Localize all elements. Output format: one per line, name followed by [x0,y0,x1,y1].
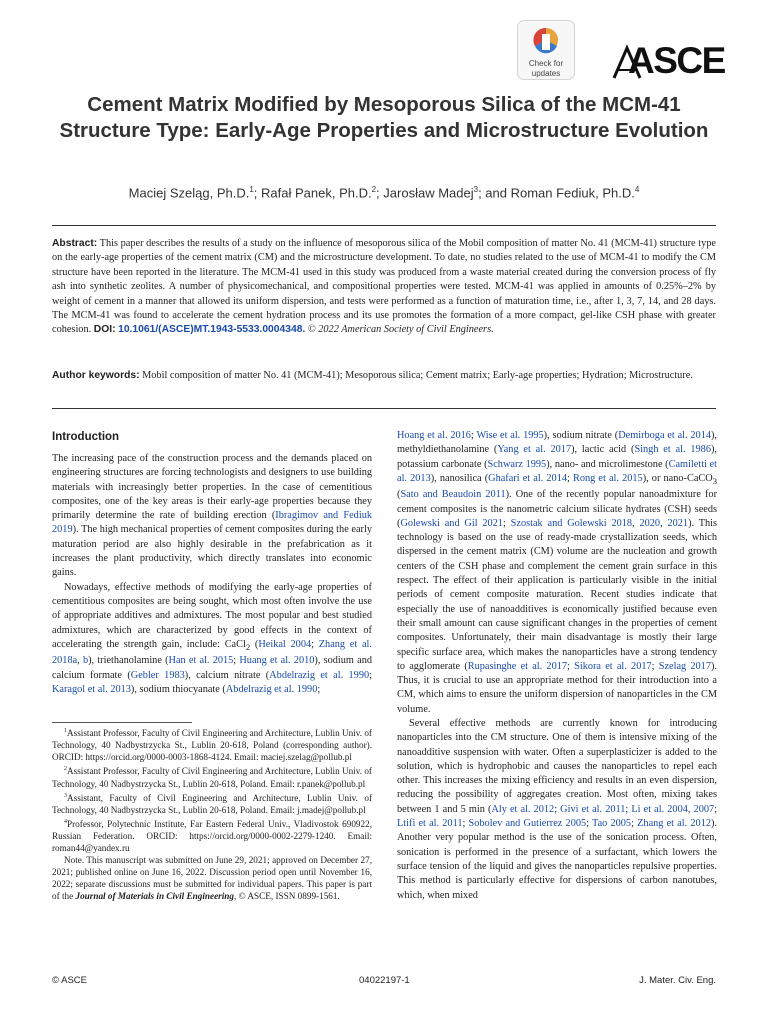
footer-journal: J. Mater. Civ. Eng. [639,975,716,986]
footnote: $^1$Assistant Professor, Faculty of Civil Engineering and Architecture, Lublin Univ. of Technology, 40 Nadbystrzycka St., Lublin 20-618, Poland (corresponding author). ORCID: https://orcid.org/0000-0003-1868-4124. Email: maciej.szelag@pollub.pl [52,728,372,763]
keywords-text: Mobil composition of matter No. 41 (MCM-41); Mesoporous silica; Cement matrix; Early-age properties; Hydration; Microstructure. [142,370,693,381]
citation-link[interactable]: Szostak and Golewski 2018 [510,517,633,529]
citation-link[interactable]: 2020 [639,517,661,529]
section-heading: Introduction [52,431,120,443]
citation-link[interactable]: Heikal 2004 [258,638,312,650]
asce-logo[interactable] [612,40,738,82]
citation-link[interactable]: Han et al. 2015 [168,655,234,667]
article-title: Cement Matrix Modified by Mesoporous Silica of the MCM-41 Structure Type: Early-Age Properties and Microstructure Evolution [59,93,709,142]
citation-link[interactable]: Abdelrazig et al. 1990 [225,683,318,695]
citation-link[interactable]: Schwarz 1995 [487,458,547,470]
journal-name: Journal of Materials in Civil Engineering [75,891,235,902]
citation-link[interactable]: Abdelrazig et al. 1990 [269,669,370,681]
citation-link[interactable]: Camiletti et al. 2013 [397,458,717,484]
left-column [52,430,372,697]
author-affiliation-mark: 3 [473,185,479,194]
citation-link[interactable]: Rupasinghe et al. 2017 [467,660,568,672]
citation-link[interactable]: Tao 2005 [592,818,632,830]
author-affiliation-mark: 2 [371,185,377,194]
author-name: Maciej Szeląg, Ph.D. [128,185,250,201]
author-affiliation-mark: 1 [249,185,254,194]
doi-label: DOI: [93,324,116,336]
citation-link[interactable]: Zhang et al. 2012 [637,818,711,830]
divider-top [52,225,716,226]
paragraph: Nowadays, effective methods of modifying the early-age properties of cementitious composites are being sought, which most often involve the use of appropriate additives and admixtures. The most popular and best studied admixtures, which are characterized by good effects in the context of accelerating the strength gain, include: CaCl$_2$ (Heikal 2004; Zhang et al. 2018a, b), triethanolamine (Han et al. 2015; Huang et al. 2010), sodium and calcium formate (Gebler 1983), calcium nitrate (Abdelrazig et al. 1990; Karagol et al. 2013), sodium thiocyanate (Abdelrazig et al. 1990; [52,581,373,695]
citation-link[interactable]: 2021 [667,517,689,529]
footer-copyright: © ASCE [52,975,87,986]
citation-link[interactable]: Hoang et al. 2016 [397,430,471,441]
doi-link[interactable]: 10.1061/(ASCE)MT.1943-5533.0004348. [118,324,306,336]
citation-link[interactable]: Golewski and Gil 2021 [400,517,503,529]
citation-link[interactable]: Aly et al. 2012 [491,803,555,815]
footnotes [52,725,372,903]
citation-link[interactable]: Givi et al. 2011 [560,803,626,815]
citation-link[interactable]: Ibragimov and Fediuk 2019 [52,510,372,536]
author-affiliation-mark: 4 [634,185,640,194]
footnote: $^3$Assistant, Faculty of Civil Engineering and Architecture, Lublin Univ. of Technology, 40 Nadbystrzycka St., Lublin 20-618, Poland. Email: j.madej@pollub.pl [52,792,372,815]
abstract [52,237,716,338]
footnote: $^2$Assistant Professor, Faculty of Civil Engineering and Architecture, Lublin Univ. of Technology, 40 Nadbystrzycka St., Lublin 20-618, Poland. Email: r.panek@pollub.pl [52,766,372,789]
author-list: Maciej Szeląg, Ph.D.$^1$; Rafał Panek, Ph.D.$^2$; Jarosław Madej$^3$; and Roman Fediuk, Ph.D.$^4$ [128,185,640,201]
abstract-text: This paper describes the results of a study on the influence of mesoporous silica of the Mobil composition of matter No. 41 (MCM-41) structure type on the early-age properties of the cement matrix (CM) and the microstructure development. To date, no studies related to the use of MCM-41 to modify the CM structure have been reported in the literature. The MCM-41 used in this study was produced from a waste material created during the conversion process of fly ash into synthetic zeolites. A number of physicomechanical, and compositional properties were tested. MCM-41 was applied in amounts of 0.25%–2% by weight of cement in a manner that allowed its uniform dispersion, and tests were performed as a function of maturation time, i.e., after 1, 3, 7, 14, and 28 days. The MCM-41 was found to accelerate the cement hydration process and its use promotes the formation of a more compact, gel-like CSH phase with greater cohesion. [52,238,716,336]
citation-link[interactable]: Zhang et al. 2018a [52,638,372,667]
paragraph: Hoang et al. 2016; Wise et al. 1995), sodium nitrate (Demirboga et al. 2014), methyldiethanolamine (Yang et al. 2017), lactic acid (Singh et al. 1986), potassium carbonate (Schwarz 1995), nano- and microlimestone (Camiletti et al. 2013), nanosilica (Ghafari et al. 2014; Rong et al. 2015), or nano-CaCO$_3$ (Sato and Beaudoin 2011). One of the recently popular nanoadmixture for cement composites is the nanometric calcium silicate hydrates (CSH) seeds (Golewski and Gil 2021; Szostak and Golewski 2018, 2020, 2021). This technology is based on the use of ready-made crystallization seeds, which dispersed in the cement matrix (CM) volume are the nucleation and growth centers of the CSH phase and complement the cement grain surface in this respect. The effect of their application is particularly visible in the initial periods of cement composite maturation. Recent studies indicate that especially the use of nanoadditives is economically justified because even their small amount can cause significant changes in the properties of cement composites. Unfortunately, their main disadvantage is mostly their large specific surface area, which makes the nanoparticles have a strong tendency to agglomerate (Rupasinghe et al. 2017; Sikora et al. 2017; Szelag 2017). Thus, it is crucial to use an appropriate method for their introduction into a CM, which aims to ensure the uniform dispersion of nanoparticles in the CM volume. [397,430,718,715]
badge-line1: Check for [528,59,564,68]
citation-link[interactable]: Sato and Beaudoin 2011 [400,489,506,501]
author-keywords [52,369,716,383]
submission-note: Note. This manuscript was submitted on June 29, 2021; approved on December 27, 2021; published online on June 16, 2022. Discussion period open until November 16, 2022; separate discussions must be submitted for individual papers. This paper is part of the Journal of Materials in Civil Engineering, © ASCE, ISSN 0899-1561. [52,855,372,902]
check-for-updates-badge[interactable] [517,20,575,80]
author-name: Roman Fediuk, Ph.D. [510,185,635,201]
citation-link[interactable]: Singh et al. 1986 [634,444,711,456]
paragraph: Several effective methods are currently known for introducing nanoparticles into the CM structure. One of them is intensive mixing of the nanoadditive suspension with water. Often a superplasticizer is added to the solution, which is hydrophobic and causes the nanoparticles to repel each other. This increases the mixing efficiency and results in an even dispersion, reducing the possibility of aggregates creation. Most often, mixing takes between 1 and 5 min (Aly et al. 2012; Givi et al. 2011; Li et al. 2004, 2007; Ltifi et al. 2011; Sobolev and Gutierrez 2005; Tao 2005; Zhang et al. 2012). Another very popular method is the use of the sonication process. Often, sonication is performed in the presence of a surfactant, which lowers the surface tension of the liquid and gives the nanoparticles repulsive properties. This method is particularly effective for dispersions of carbon nanotubes, which, when mixed [397,717,718,901]
citation-link[interactable]: Li et al. 2004 [631,803,688,815]
copyright-notice: © 2022 American Society of Civil Engineers. [307,324,494,336]
badge-line2: updates [531,69,561,78]
paragraph: The increasing pace of the construction process and the demands placed on engineering structures are forcing technologists and designers to use building materials with increasingly better properties. In the case of cementitious composites, one of the key areas is their early-age properties because they primarily determine the rate of building erection (Ibragimov and Fediuk 2019). The high mechanical properties of cement composites during the early maturation period are also highly desirable in the prefabrication as it increases the plant productivity, which directly translates into economic gains. [52,453,372,579]
footer-article-number: 04022197-1 [359,975,410,986]
citation-link[interactable]: Huang et al. 2010 [239,655,315,667]
citation-link[interactable]: Sobolev and Gutierrez 2005 [468,818,587,830]
bookmark-ribbon-icon [531,26,561,58]
abstract-label: Abstract: [52,238,98,249]
citation-link[interactable]: Karagol et al. 2013 [52,683,131,695]
citation-link[interactable]: Rong et al. 2015 [572,472,643,484]
author-name: Jarosław Madej [383,185,474,201]
citation-link[interactable]: Ltifi et al. 2011 [397,818,463,830]
citation-link[interactable]: Demirboga et al. 2014 [618,430,711,441]
citation-link[interactable]: Ghafari et al. 2014 [488,472,567,484]
citation-link[interactable]: Gebler 1983 [130,669,185,681]
author-name: Rafał Panek, Ph.D. [261,185,372,201]
footnote-rule [52,722,192,723]
citation-link[interactable]: Wise et al. 1995 [476,430,544,441]
citation-link[interactable]: Sikora et al. 2017 [574,660,652,672]
citation-link[interactable]: Yang et al. 2017 [497,444,572,456]
divider-bottom [52,408,716,409]
keywords-label: Author keywords: [52,370,140,381]
citation-link[interactable]: b [82,655,89,667]
citation-link[interactable]: Szelag 2017 [658,660,711,672]
asce-wordmark: ASCE [628,40,725,81]
right-column [397,429,717,903]
citation-link[interactable]: 2007 [693,803,715,815]
footnote: $^4$Professor, Polytechnic Institute, Far Eastern Federal Univ., Vladivostok 690922, Russian Federation. ORCID: https://orcid.org/0000-0002-2279-1240. Email: roman44@yandex.ru [52,818,372,854]
